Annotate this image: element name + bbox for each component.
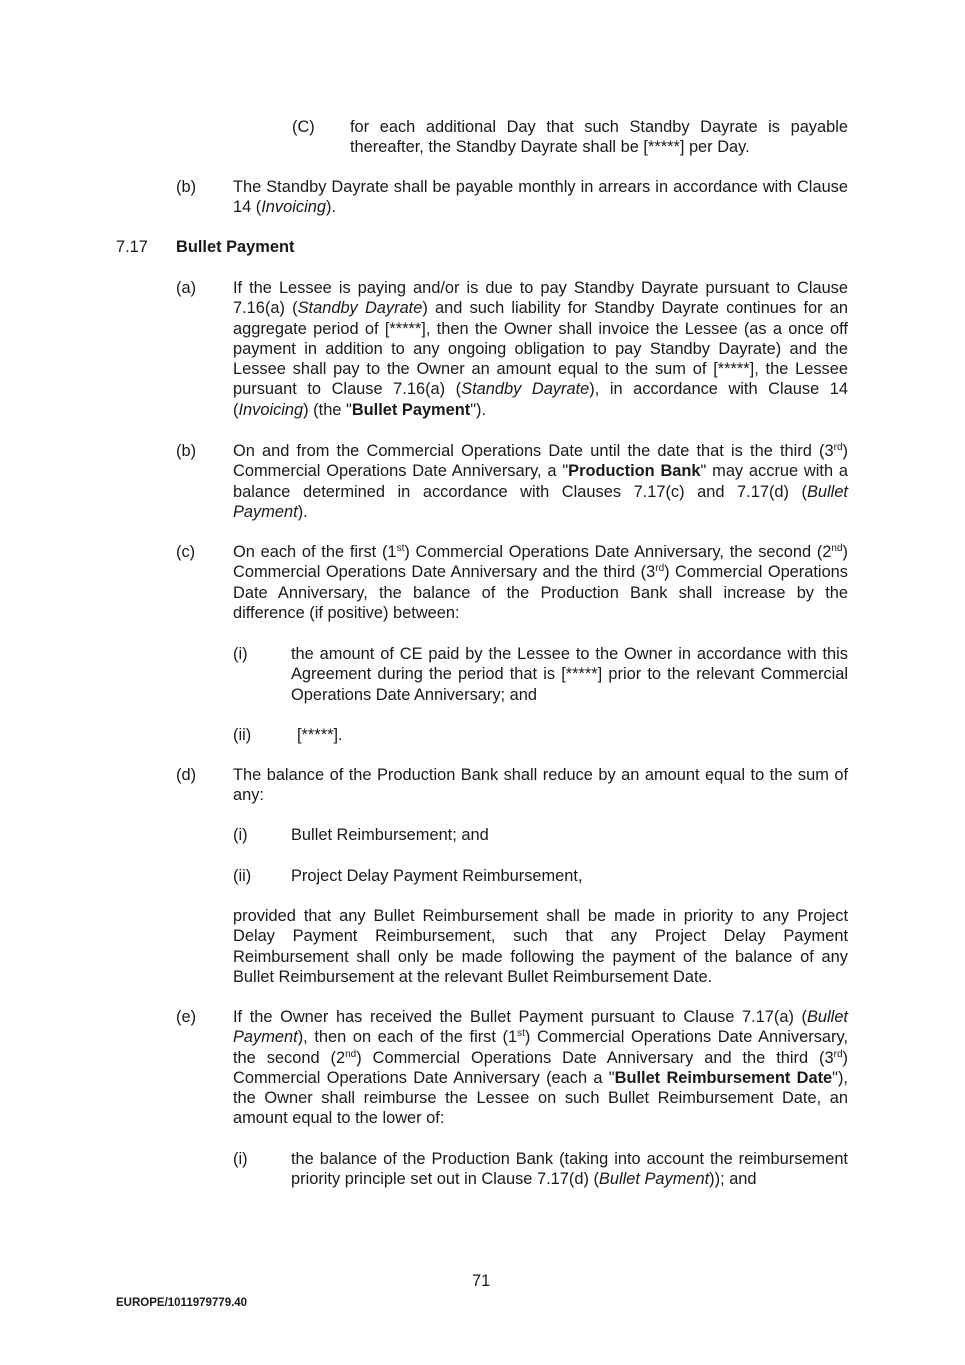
clause-number: (b)	[176, 442, 197, 460]
text-run: " may accrue with a balance determined in accordance with Clauses 7.17(c) and 7.17(d) (	[233, 462, 848, 501]
text-run: the balance of the Production Bank (taking into account the reimbursement priority principle set out in Clause 7.17(d) (	[291, 1150, 848, 1189]
clause-text	[291, 866, 848, 886]
text-run: ) Commercial Operations Date Anniversary and the third (3	[233, 543, 849, 582]
italic-reference: Invoicing	[238, 400, 304, 419]
italic-reference: Standby Dayrate	[461, 380, 590, 399]
document-reference: EUROPE/1011979779.40	[116, 1297, 248, 1309]
clause-text	[233, 441, 848, 522]
text-run: If the Owner has received the Bullet Payment pursuant to Clause 7.17(a) (	[233, 1008, 807, 1026]
clause-number: (e)	[176, 1008, 197, 1026]
clause-number: (i)	[233, 1150, 248, 1168]
text-run: On each of the first (1	[233, 543, 397, 561]
clause-text	[297, 725, 848, 745]
clause-number: (ii)	[233, 867, 252, 885]
defined-term: Bullet Payment	[351, 400, 471, 419]
text-run: ) Commercial Operations Date Anniversary, the second (2	[404, 543, 832, 561]
defined-term: Production Bank	[568, 462, 701, 481]
ordinal-suffix: rd	[833, 1048, 843, 1060]
text-run: provided that any Bullet Reimbursement shall be made in priority to any Project Delay Payment Reimbursement, such that any Project Delay Payment Reimbursement shall only be made following the payment of the balance of any Bullet Reimbursement at the relevant Bullet Reimbursement Date.	[233, 907, 848, 986]
clause-text	[233, 177, 848, 218]
text-run: ) (the "	[303, 400, 352, 419]
text-run: ").	[470, 400, 487, 419]
text-run: for each additional Day that such Standby Dayrate is payable thereafter, the Standby Dayrate shall be [*****] per Day.	[350, 118, 848, 157]
text-run: ) Commercial Operations Date Anniversary (each a "	[233, 1048, 848, 1087]
ordinal-suffix: st	[517, 1028, 525, 1040]
clause-number: 7.17	[116, 238, 148, 256]
text-run: Bullet Reimbursement; and	[291, 826, 489, 844]
clause-text	[233, 1007, 848, 1129]
clause-text	[233, 765, 848, 806]
ordinal-suffix: st	[396, 543, 405, 554]
text-run: On and from the Commercial Operations Date until the date that is the third (3	[233, 442, 834, 460]
clause-number: (i)	[233, 826, 248, 844]
text-run: "), the Owner shall reimburse the Lessee on such Bullet Reimbursement Date, an amount equal to the lower of:	[233, 1068, 848, 1128]
text-run: Project Delay Payment Reimbursement,	[291, 867, 583, 885]
text-run: ) Commercial Operations Date Anniversary and the third (3	[356, 1048, 834, 1067]
ordinal-suffix: rd	[833, 442, 843, 453]
italic-reference: Invoicing	[261, 198, 326, 217]
ordinal-suffix: nd	[345, 1048, 357, 1060]
text-run: ) and such liability for Standby Dayrate continues for an aggregate period of [*****], then the Owner shall invoice the Lessee (as a once off payment in addition to any ongoing obligation to pay Standby Dayrate) and the Lessee shall pay to the Owner an amount equal to the sum of [*****], the Lessee pursuant to Clause 7.16(a) (	[233, 299, 849, 399]
clause-text	[350, 117, 848, 158]
text-run: ), in accordance with Clause 14 (	[233, 380, 848, 419]
italic-reference: Bullet Payment	[598, 1170, 710, 1189]
clause-number: (a)	[176, 279, 197, 297]
italic-reference: Standby Dayrate	[297, 299, 423, 318]
italic-reference: Bullet Payment	[233, 1008, 848, 1047]
text-run: ), then on each of the first (1	[297, 1028, 518, 1047]
clause-text	[233, 906, 848, 987]
text-run: ) Commercial Operations Date Anniversary, a "	[233, 442, 848, 481]
ordinal-suffix: rd	[655, 563, 665, 575]
text-run: The Standby Dayrate shall be payable monthly in arrears in accordance with Clause 14 (	[233, 178, 848, 217]
text-run: ).	[297, 502, 308, 521]
clause-text	[233, 278, 848, 420]
clause-text	[291, 1149, 848, 1190]
clause-number: (C)	[292, 118, 315, 136]
text-run: ).	[325, 198, 336, 217]
italic-reference: Bullet Payment	[233, 482, 848, 521]
defined-term: Bullet Reimbursement Date	[614, 1068, 833, 1087]
text-run: The balance of the Production Bank shall reduce by an amount equal to the sum of any:	[233, 766, 848, 805]
clause-number: (i)	[233, 645, 248, 663]
defined-term: Bullet Payment	[176, 238, 295, 256]
page-number: 71	[472, 1272, 491, 1290]
text-run: ) Commercial Operations Date Anniversary, the balance of the Production Bank shall increase by the difference (if positive) between:	[233, 563, 848, 622]
clause-text	[233, 542, 848, 623]
clause-number: (ii)	[233, 726, 252, 744]
text-run: the amount of CE paid by the Lessee to the Owner in accordance with this Agreement during the period that is [*****] prior to the relevant Commercial Operations Date Anniversary; and	[291, 645, 848, 704]
clause-text	[176, 237, 848, 257]
text-run: [*****].	[297, 726, 343, 744]
clause-text	[291, 644, 848, 705]
text-run: ) Commercial Operations Date Anniversary, the second (2	[233, 1028, 848, 1067]
clause-number: (d)	[176, 766, 197, 784]
ordinal-suffix: nd	[831, 543, 843, 554]
clause-text	[291, 825, 848, 845]
clause-number: (b)	[176, 178, 197, 196]
text-run: If the Lessee is paying and/or is due to pay Standby Dayrate pursuant to Clause 7.16(a) (	[233, 279, 848, 318]
clause-number: (c)	[176, 543, 196, 561]
text-run: )); and	[709, 1170, 757, 1189]
